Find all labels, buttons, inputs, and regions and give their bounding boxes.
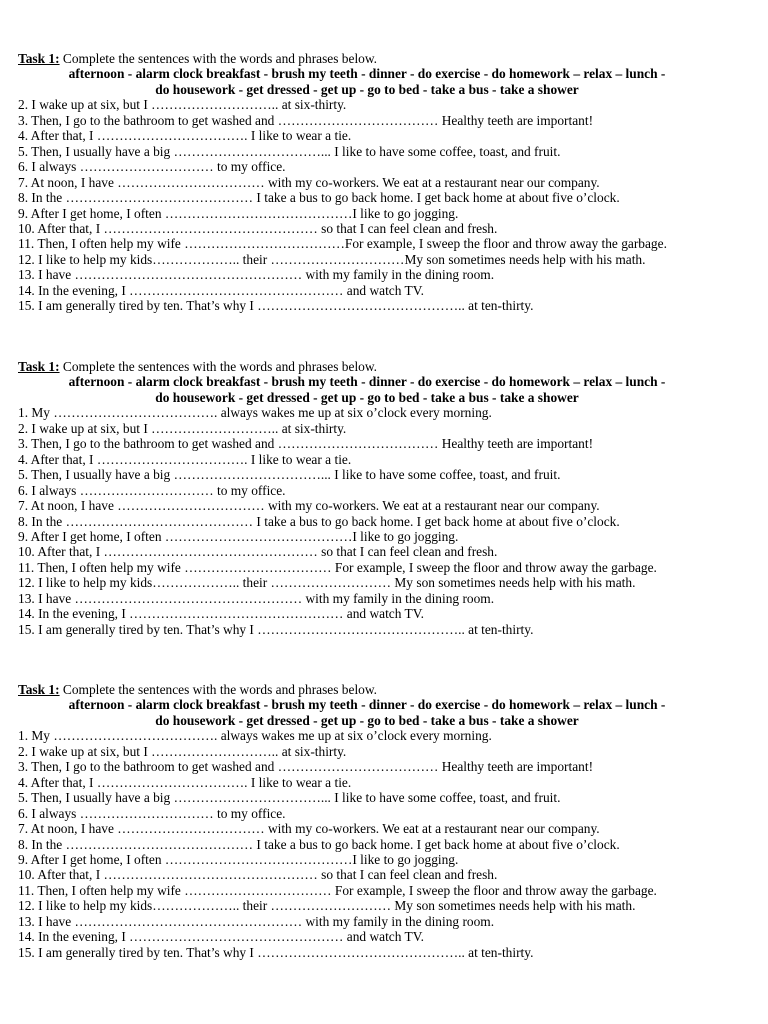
sentence-2: 2. I wake up at six, but I ……………………….. at six-thirty. [18, 420, 347, 436]
sentence-2: 2. I wake up at six, but I ……………………….. at six-thirty. [18, 743, 347, 759]
sentence-9: 9. After I get home, I often ……………………………………I like to go jogging. [18, 528, 459, 544]
task-heading: Task 1: [18, 359, 60, 374]
sentence-14: 14. In the evening, I ………………………………………… and watch TV. [18, 929, 425, 945]
sentence-6: 6. I always ………………………… to my office. [18, 482, 286, 498]
sentence-8: 8. In the …………………………………… I take a bus to go back home. I get back home at about five o’clock. [18, 513, 620, 529]
word-bank-line-2: do housework - get dressed - get up - go to bed - take a bus - take a shower [155, 389, 579, 405]
task-title [18, 51, 758, 66]
sentence-5: 5. Then, I usually have a big ……………………………... I like to have some coffee, toast, and fruit. [18, 467, 561, 483]
sentence-14: 14. In the evening, I ………………………………………… and watch TV. [18, 282, 425, 298]
sentence-4: 4. After that, I ……………………………. I like to wear a tie. [18, 128, 352, 144]
task-title [18, 682, 758, 697]
task-block-1 [18, 51, 758, 314]
word-bank-line-1: afternoon - alarm clock breakfast - brush my teeth - dinner - do exercise - do homework – relax – lunch - [68, 66, 666, 82]
task-instruction: Complete the sentences with the words and phrases below. [59, 359, 378, 374]
sentence-11: 11. Then, I often help my wife ………………………………For example, I sweep the floor and throw away the garbage. [18, 236, 667, 252]
sentence-4: 4. After that, I ……………………………. I like to wear a tie. [18, 451, 352, 467]
sentence-2: 2. I wake up at six, but I ……………………….. at six-thirty. [18, 97, 347, 113]
sentence-9: 9. After I get home, I often ……………………………………I like to go jogging. [18, 851, 459, 867]
sentence-13: 13. I have …………………………………………… with my family in the dining room. [18, 267, 495, 283]
sentence-4: 4. After that, I ……………………………. I like to wear a tie. [18, 774, 352, 790]
sentence-9: 9. After I get home, I often ……………………………………I like to go jogging. [18, 205, 459, 221]
sentence-13: 13. I have …………………………………………… with my family in the dining room. [18, 590, 495, 606]
sentence-11: 11. Then, I often help my wife …………………………… For example, I sweep the floor and throw away the garbage. [18, 559, 657, 575]
sentence-7: 7. At noon, I have …………………………… with my co-workers. We eat at a restaurant near our company. [18, 821, 600, 837]
task-heading: Task 1: [18, 682, 60, 697]
sentence-12: 12. I like to help my kids……………….. their ……………………… My son sometimes needs help with his math. [18, 575, 636, 591]
sentence-14: 14. In the evening, I ………………………………………… and watch TV. [18, 606, 425, 622]
word-bank-line-2: do housework - get dressed - get up - go to bed - take a bus - take a shower [155, 81, 579, 97]
sentence-12: 12. I like to help my kids……………….. their ……………………… My son sometimes needs help with his math. [18, 898, 636, 914]
sentence-3: 3. Then, I go to the bathroom to get washed and ……………………………… Healthy teeth are important! [18, 436, 594, 452]
task-instruction: Complete the sentences with the words and phrases below. [59, 51, 378, 66]
sentence-8: 8. In the …………………………………… I take a bus to go back home. I get back home at about five o’clock. [18, 836, 620, 852]
sentence-10: 10. After that, I ………………………………………… so that I can feel clean and fresh. [18, 220, 498, 236]
sentence-15: 15. I am generally tired by ten. That’s why I ……………………………………….. at ten-thirty. [18, 298, 534, 314]
sentence-3: 3. Then, I go to the bathroom to get washed and ……………………………… Healthy teeth are important! [18, 759, 594, 775]
word-bank-line-1: afternoon - alarm clock breakfast - brush my teeth - dinner - do exercise - do homework – relax – lunch - [68, 374, 666, 390]
task-instruction: Complete the sentences with the words and phrases below. [59, 682, 378, 697]
sentence-8: 8. In the …………………………………… I take a bus to go back home. I get back home at about five o’clock. [18, 190, 620, 206]
sentence-15: 15. I am generally tired by ten. That’s why I ……………………………………….. at ten-thirty. [18, 621, 534, 637]
sentence-7: 7. At noon, I have …………………………… with my co-workers. We eat at a restaurant near our company. [18, 498, 600, 514]
sentence-10: 10. After that, I ………………………………………… so that I can feel clean and fresh. [18, 544, 498, 560]
sentence-6: 6. I always ………………………… to my office. [18, 159, 286, 175]
sentence-6: 6. I always ………………………… to my office. [18, 805, 286, 821]
sentence-11: 11. Then, I often help my wife …………………………… For example, I sweep the floor and throw away the garbage. [18, 882, 657, 898]
sentence-5: 5. Then, I usually have a big ……………………………... I like to have some coffee, toast, and fruit. [18, 790, 561, 806]
task-heading: Task 1: [18, 51, 60, 66]
sentence-1: 1. My ………………………………. always wakes me up at six o’clock every morning. [18, 405, 492, 421]
task-block-2 [18, 359, 758, 637]
task-block-3 [18, 682, 758, 960]
sentence-15: 15. I am generally tired by ten. That’s why I ……………………………………….. at ten-thirty. [18, 944, 534, 960]
sentence-10: 10. After that, I ………………………………………… so that I can feel clean and fresh. [18, 867, 498, 883]
sentence-5: 5. Then, I usually have a big ……………………………... I like to have some coffee, toast, and fruit. [18, 143, 561, 159]
task-title [18, 359, 758, 374]
sentence-7: 7. At noon, I have …………………………… with my co-workers. We eat at a restaurant near our company. [18, 174, 600, 190]
sentence-1: 1. My ………………………………. always wakes me up at six o’clock every morning. [18, 728, 492, 744]
sentence-3: 3. Then, I go to the bathroom to get washed and ……………………………… Healthy teeth are important! [18, 112, 594, 128]
sentence-12: 12. I like to help my kids……………….. their …………………………My son sometimes needs help with his math. [18, 251, 646, 267]
word-bank-line-1: afternoon - alarm clock breakfast - brush my teeth - dinner - do exercise - do homework – relax – lunch - [68, 697, 666, 713]
word-bank-line-2: do housework - get dressed - get up - go to bed - take a bus - take a shower [155, 712, 579, 728]
sentence-13: 13. I have …………………………………………… with my family in the dining room. [18, 913, 495, 929]
